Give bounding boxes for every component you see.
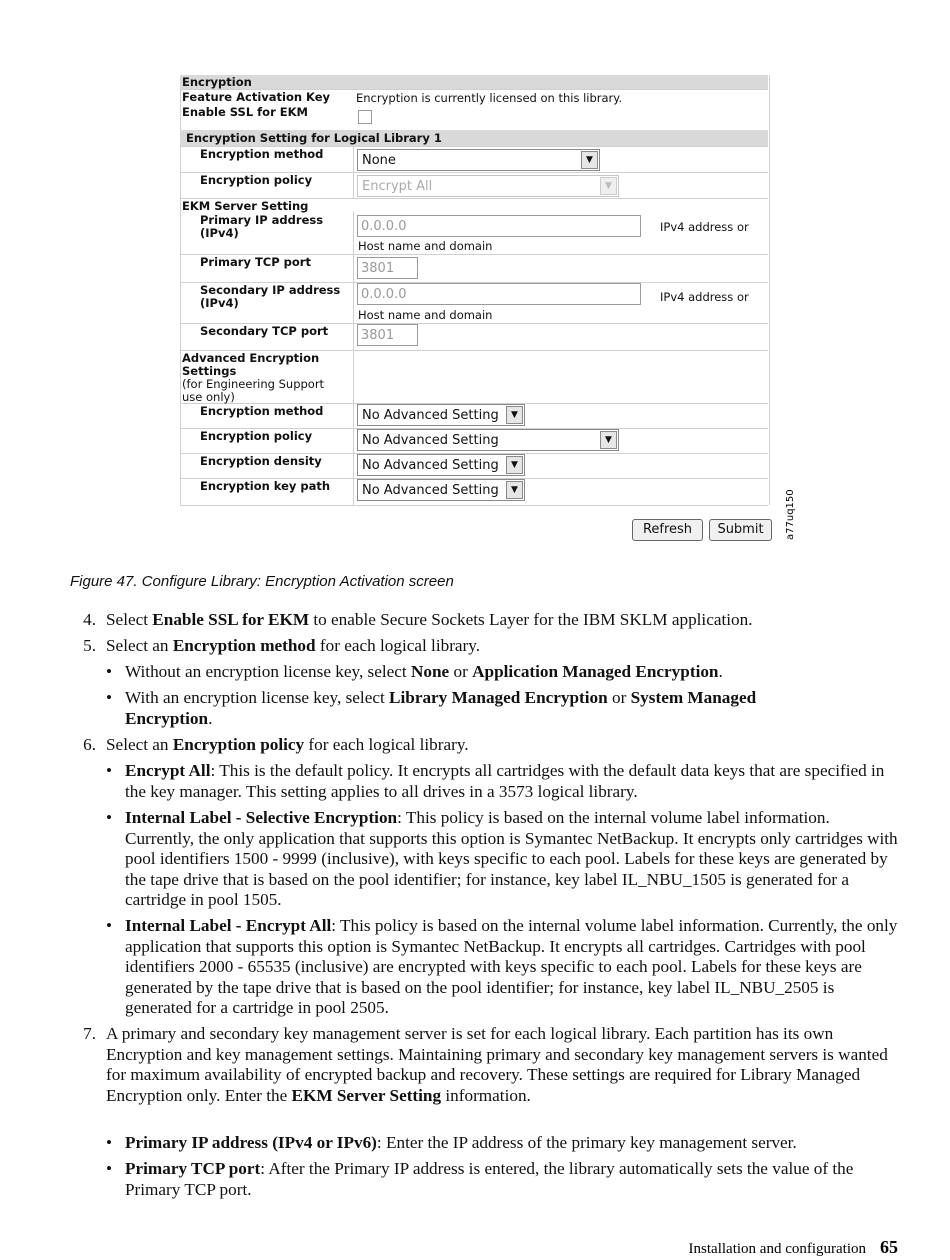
enable-ssl-checkbox[interactable] [358, 110, 372, 124]
step-6-bullet-2: Internal Label - Selective Encryption: This policy is based on the internal volume label information. Currently, the only application that supports this option is Symantec NetBackup. It encrypts only cartridges with pool identifiers 1500 - 9999 (inclusive), with keys specific to each pool. Labels for these keys are generated by the tape drive that is based on the pool identifier; for instance, key label IL_NBU_1505 is generated for a cartridge in pool 1505. [125, 808, 898, 910]
adv-encryption-key-path-label: Encryption key path [200, 479, 331, 493]
bullet: • [106, 1159, 113, 1178]
step-7-bullet-1: Primary IP address (IPv4 or IPv6): Enter the IP address of the primary key management server. [125, 1133, 797, 1152]
bullet: • [106, 808, 113, 827]
secondary-ip-label: Secondary IP address (IPv4) [200, 283, 341, 310]
adv-encryption-method-value: No Advanced Setting [362, 408, 499, 423]
feature-activation-label: Feature Activation Key [182, 90, 331, 104]
bullet: • [106, 662, 113, 681]
primary-ip-row [180, 212, 768, 255]
encryption-policy-select[interactable] [357, 175, 619, 197]
encryption-method-select[interactable] [357, 149, 600, 171]
adv-encryption-density-label: Encryption density [200, 454, 322, 468]
chevron-down-icon: ▼ [600, 431, 617, 449]
adv-encryption-key-path-select[interactable] [357, 479, 525, 501]
encryption-policy-value: Encrypt All [362, 179, 433, 194]
step-7: A primary and secondary key management server is set for each logical library. Each partition has its own Encryption and key management settings. Maintaining primary and secondary key management servers is wanted for maximum availability of encrypted backup and recovery. These settings are required for Library Managed Encryption only. Enter the EKM Server Setting information. [106, 1024, 888, 1105]
adv-encryption-method-row [180, 403, 768, 429]
adv-encryption-key-path-value: No Advanced Setting [362, 483, 499, 498]
feature-activation-row [180, 89, 768, 104]
refresh-button[interactable]: Refresh [632, 519, 703, 541]
encryption-policy-row [180, 172, 768, 199]
step-number: 4. [83, 610, 96, 629]
secondary-tcp-label: Secondary TCP port [200, 324, 329, 338]
chevron-down-icon: ▼ [506, 406, 523, 424]
chevron-down-icon: ▼ [506, 481, 523, 499]
advanced-settings-row [180, 350, 768, 404]
step-6: Select an Encryption policy for each logical library. [106, 735, 469, 754]
adv-encryption-method-label: Encryption method [200, 404, 324, 418]
primary-tcp-row [180, 254, 768, 283]
secondary-ip-format-note: IPv4 address or [660, 290, 749, 304]
encryption-method-value: None [362, 153, 396, 168]
primary-tcp-input[interactable]: 3801 [357, 257, 418, 279]
adv-encryption-policy-label: Encryption policy [200, 429, 313, 443]
encryption-method-row [180, 146, 768, 173]
advanced-settings-note: (for Engineering Support use only) [182, 377, 325, 404]
bullet: • [106, 916, 113, 935]
encryption-header-row [180, 75, 768, 90]
enable-ssl-label: Enable SSL for EKM [182, 105, 308, 119]
adv-encryption-key-path-row [180, 478, 768, 506]
page-footer [689, 1237, 898, 1258]
step-6-bullet-1: Encrypt All: This is the default policy. It encrypts all cartridges with the default data keys that are specified in the key manager. This setting applies to all drives in a 3573 logical library. [125, 761, 885, 801]
step-5-bullet-2: With an encryption license key, select Library Managed Encryption or System Managed Encryption. [125, 688, 757, 728]
footer-section: Installation and configuration [688, 1241, 866, 1257]
enable-ssl-row [180, 104, 768, 131]
ekm-server-setting-label: EKM Server Setting [182, 199, 309, 213]
adv-encryption-policy-row [180, 428, 768, 454]
logical-library-section-row [180, 130, 768, 147]
step-4: Select Enable SSL for EKM to enable Secure Sockets Layer for the IBM SKLM application. [106, 610, 753, 629]
secondary-ip-row [180, 282, 768, 324]
feature-activation-value: Encryption is currently licensed on this library. [356, 91, 623, 105]
step-6-bullet-3: Internal Label - Encrypt All: This policy is based on the internal volume label information. Currently, the only application that supports this option is Symantec NetBackup. It encrypts all cartridges. Cartridges with pool identifiers 2000 - 65535 (inclusive) are encrypted with keys specific to each pool. Labels for these keys are generated by the tape drive that is based on the pool identifier; for instance, key label IL_NBU_2505 is generated for a cartridge in pool 2505. [125, 916, 898, 1018]
step-5: Select an Encryption method for each logical library. [106, 636, 481, 655]
ekm-server-setting-row [180, 198, 768, 212]
bullet: • [106, 761, 113, 780]
bullet: • [106, 1133, 113, 1152]
primary-ip-hint: Host name and domain [358, 239, 493, 253]
encryption-method-label: Encryption method [200, 147, 324, 161]
logical-library-section-title: Encryption Setting for Logical Library 1 [186, 131, 442, 145]
step-number: 5. [83, 636, 96, 655]
encryption-policy-label: Encryption policy [200, 173, 313, 187]
submit-button[interactable]: Submit [709, 519, 772, 541]
page-number: 65 [880, 1237, 898, 1257]
step-5-bullet-1: Without an encryption license key, select None or Application Managed Encryption. [125, 662, 723, 681]
secondary-ip-input[interactable]: 0.0.0.0 [357, 283, 641, 305]
primary-ip-format-note: IPv4 address or [660, 220, 749, 234]
bullet: • [106, 688, 113, 707]
adv-encryption-density-row [180, 453, 768, 479]
figure-caption: Figure 47. Configure Library: Encryption Activation screen [70, 573, 454, 590]
secondary-ip-hint: Host name and domain [358, 308, 493, 322]
primary-ip-input[interactable]: 0.0.0.0 [357, 215, 641, 237]
step-7-bullet-2: Primary TCP port: After the Primary IP address is entered, the library automatically sets the value of the Primary TCP port. [125, 1159, 854, 1199]
secondary-tcp-row [180, 323, 768, 351]
step-number: 6. [83, 735, 96, 754]
adv-encryption-policy-value: No Advanced Setting [362, 433, 499, 448]
primary-ip-label: Primary IP address (IPv4) [200, 213, 324, 240]
adv-encryption-policy-select[interactable] [357, 429, 619, 451]
adv-encryption-method-select[interactable] [357, 404, 525, 426]
adv-encryption-density-select[interactable] [357, 454, 525, 476]
adv-encryption-density-value: No Advanced Setting [362, 458, 499, 473]
advanced-settings-label: Advanced Encryption Settings [182, 351, 320, 378]
encryption-header: Encryption [182, 75, 252, 89]
step-number: 7. [83, 1024, 96, 1043]
chevron-down-icon: ▼ [600, 177, 617, 195]
primary-tcp-label: Primary TCP port [200, 255, 311, 269]
secondary-tcp-input[interactable]: 3801 [357, 324, 418, 346]
chevron-down-icon: ▼ [506, 456, 523, 474]
figure-id: a77uq150 [785, 489, 796, 540]
chevron-down-icon: ▼ [581, 151, 598, 169]
